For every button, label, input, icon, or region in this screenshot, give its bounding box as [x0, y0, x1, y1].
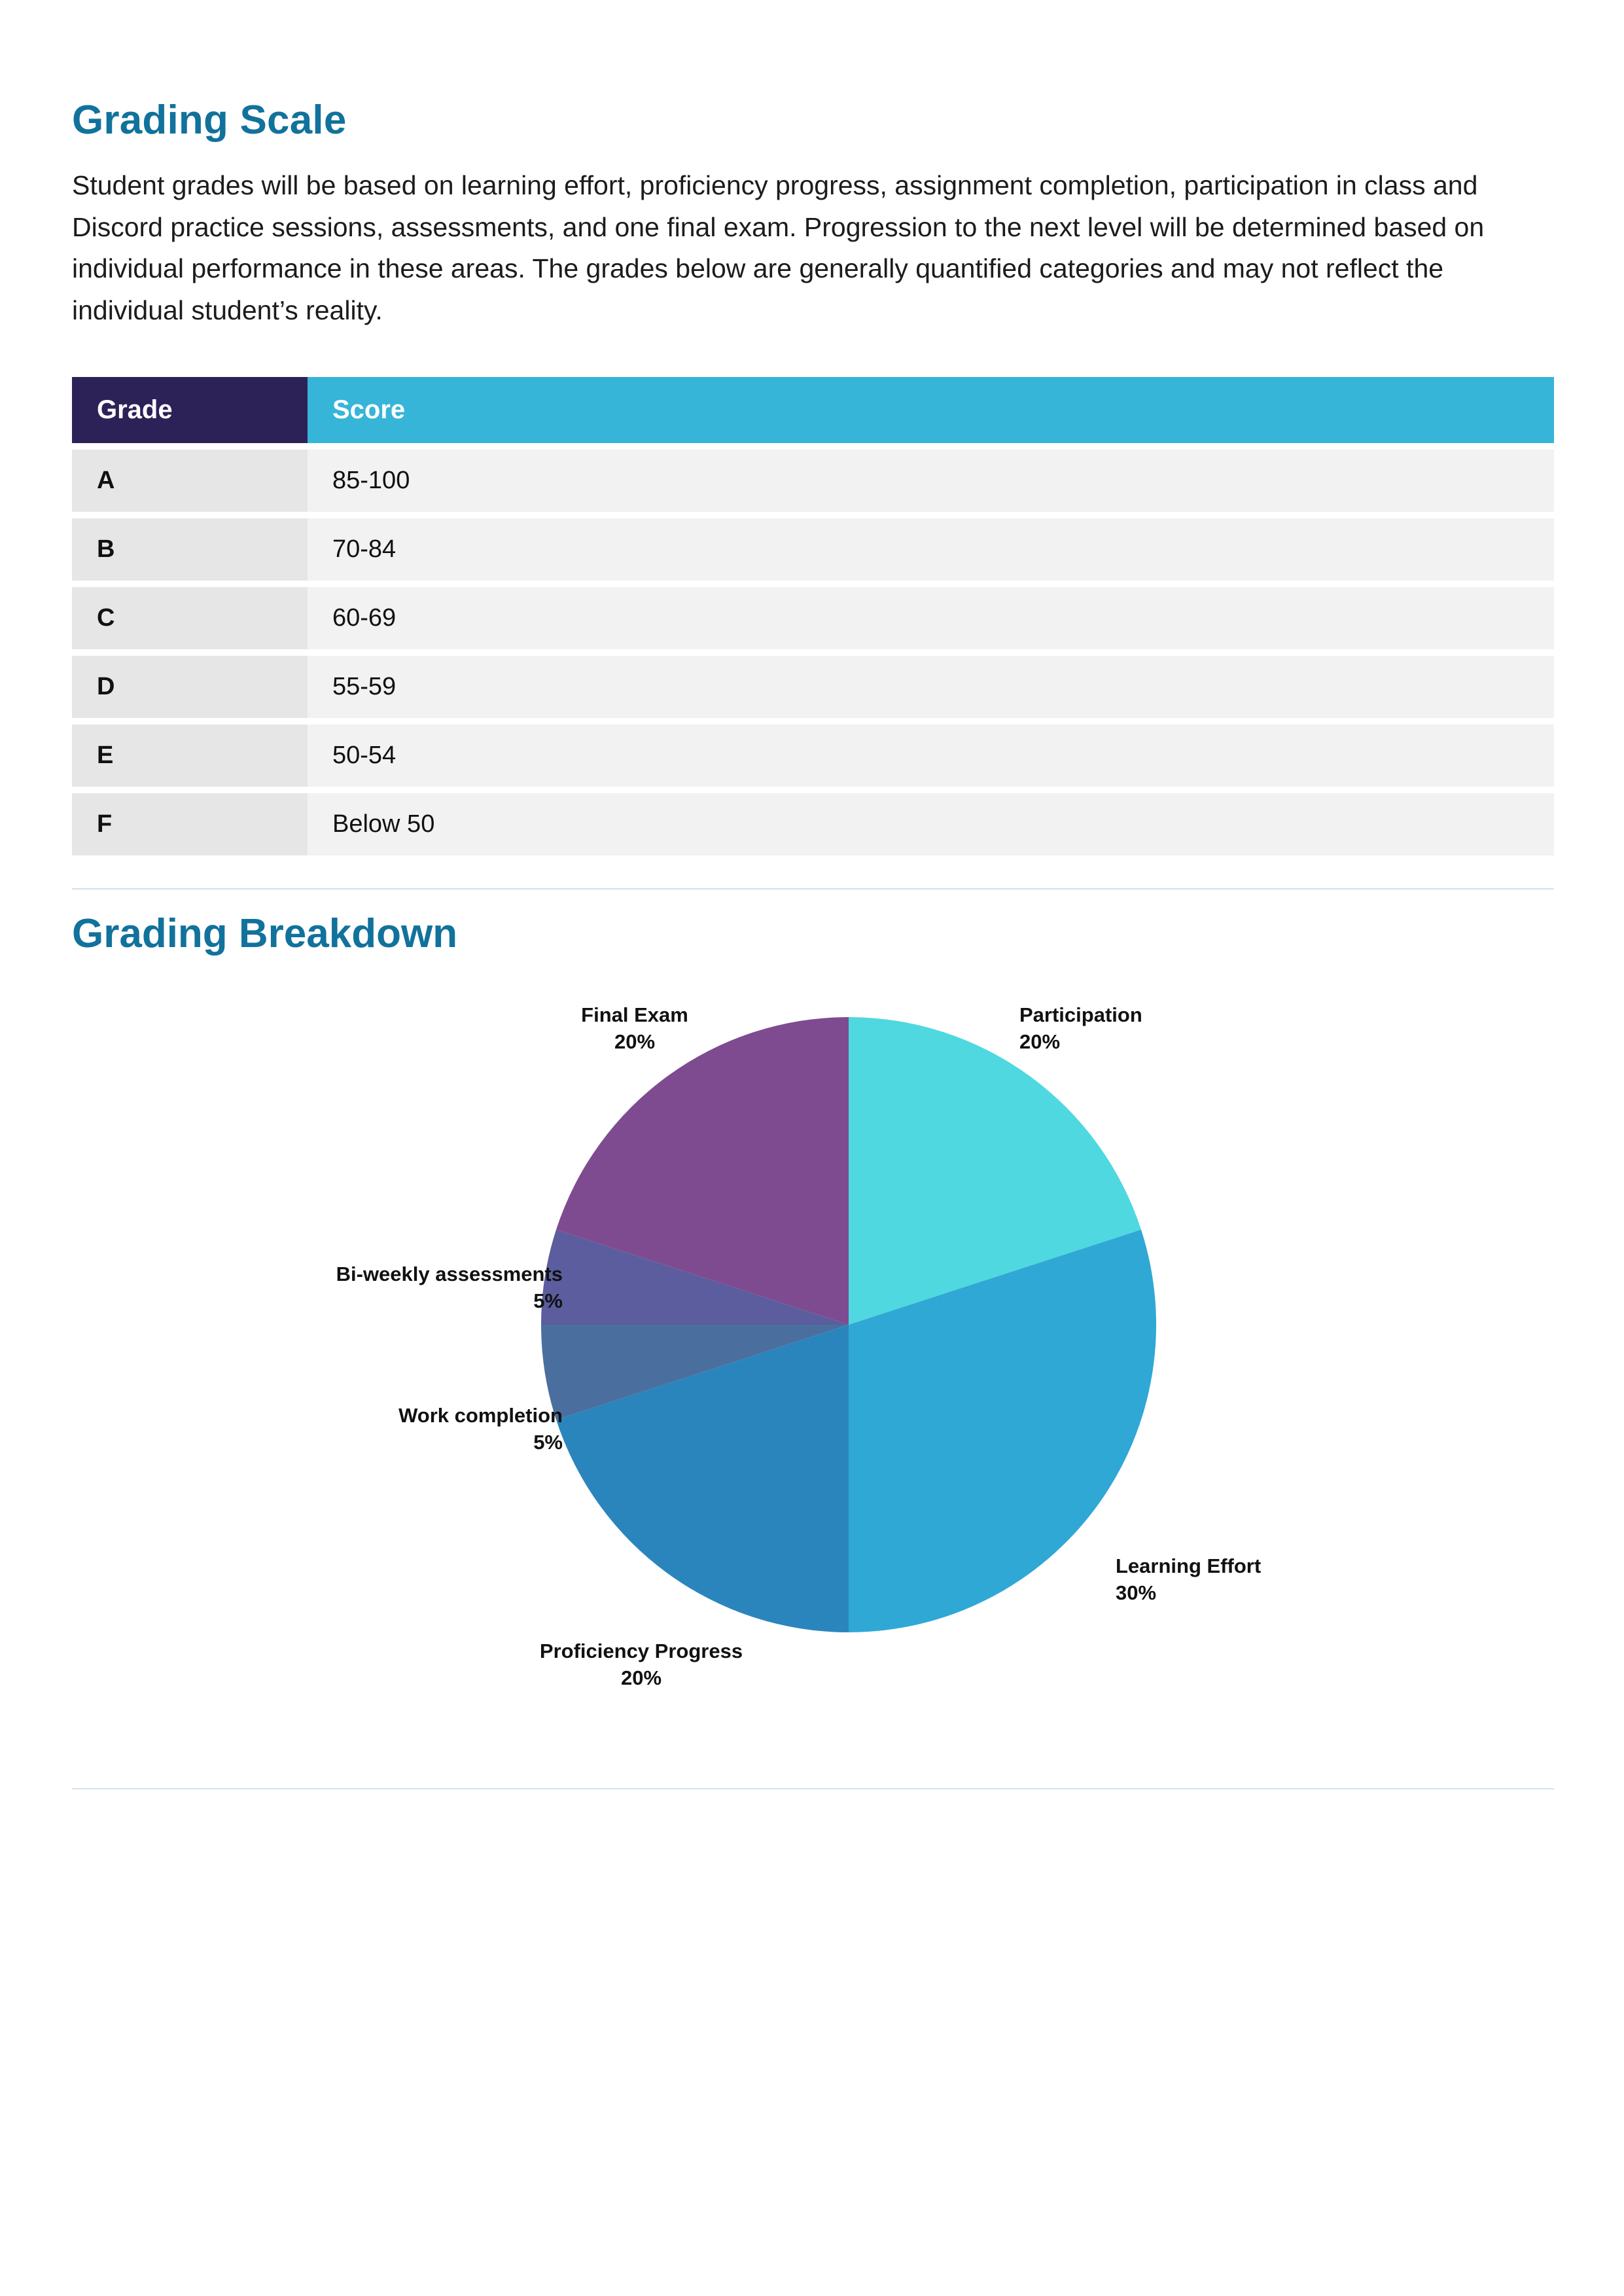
- pie-label-work-completion: [347, 1402, 563, 1457]
- pie-label-final-exam-value: 20%: [614, 1030, 656, 1054]
- cell-grade: F: [72, 793, 308, 855]
- table-row: [72, 518, 1554, 581]
- table-row: [72, 587, 1554, 649]
- cell-grade: D: [72, 656, 308, 718]
- column-header-grade: Grade: [72, 377, 308, 443]
- grading-scale-table: [72, 370, 1554, 862]
- pie-label-participation: [1019, 1001, 1142, 1056]
- cell-grade: B: [72, 518, 308, 581]
- page-title: Grading Scale: [72, 98, 347, 143]
- pie-label-work-completion-name: Work completion: [398, 1403, 563, 1427]
- pie-label-biweekly-assessments: [268, 1261, 563, 1316]
- pie-label-biweekly-assessments-value: 5%: [533, 1289, 563, 1313]
- intro-paragraph: Student grades will be based on learning effort, proficiency progress, assignment completion, participation in class and Discord practice sessions, assessments, and one final exam. Progression to the next level will be determined based on individual performance in these areas. The grades below are generally quantified categories and may not reflect the individual student’s reality.: [72, 170, 1485, 325]
- cell-score: 60-69: [308, 587, 1554, 649]
- cell-grade: C: [72, 587, 308, 649]
- pie-label-work-completion-value: 5%: [533, 1431, 563, 1454]
- cell-score: 55-59: [308, 656, 1554, 718]
- cell-score: 50-54: [308, 725, 1554, 787]
- cell-grade: A: [72, 450, 308, 512]
- cell-score: 85-100: [308, 450, 1554, 512]
- pie-label-learning-effort: [1116, 1552, 1261, 1607]
- table-row: [72, 450, 1554, 512]
- pie-label-learning-effort-name: Learning Effort: [1116, 1554, 1262, 1577]
- pie-label-participation-name: Participation: [1019, 1003, 1142, 1026]
- pie-label-learning-effort-value: 30%: [1116, 1581, 1157, 1605]
- pie-label-final-exam-name: Final Exam: [581, 1003, 688, 1026]
- pie-label-final-exam: [556, 1001, 713, 1056]
- pie-label-proficiency-progress: [510, 1638, 772, 1693]
- bottom-divider: [72, 1788, 1554, 1789]
- table-header-row: [72, 377, 1554, 443]
- section-divider: [72, 888, 1554, 889]
- table-row: [72, 725, 1554, 787]
- table-row: [72, 793, 1554, 855]
- pie-label-proficiency-progress-name: Proficiency Progress: [539, 1639, 743, 1662]
- pie-label-biweekly-assessments-name: Bi-weekly assessments: [336, 1262, 563, 1285]
- pie-label-proficiency-progress-value: 20%: [620, 1666, 662, 1690]
- table-row: [72, 656, 1554, 718]
- column-header-score: Score: [308, 377, 1554, 443]
- cell-score: 70-84: [308, 518, 1554, 581]
- grading-breakdown-chart: [72, 983, 1554, 1768]
- cell-grade: E: [72, 725, 308, 787]
- pie-chart: [541, 1017, 1156, 1632]
- cell-score: Below 50: [308, 793, 1554, 855]
- grading-breakdown-title: Grading Breakdown: [72, 911, 458, 957]
- pie-label-participation-value: 20%: [1019, 1030, 1061, 1054]
- pie-chart-svg: [541, 1017, 1156, 1632]
